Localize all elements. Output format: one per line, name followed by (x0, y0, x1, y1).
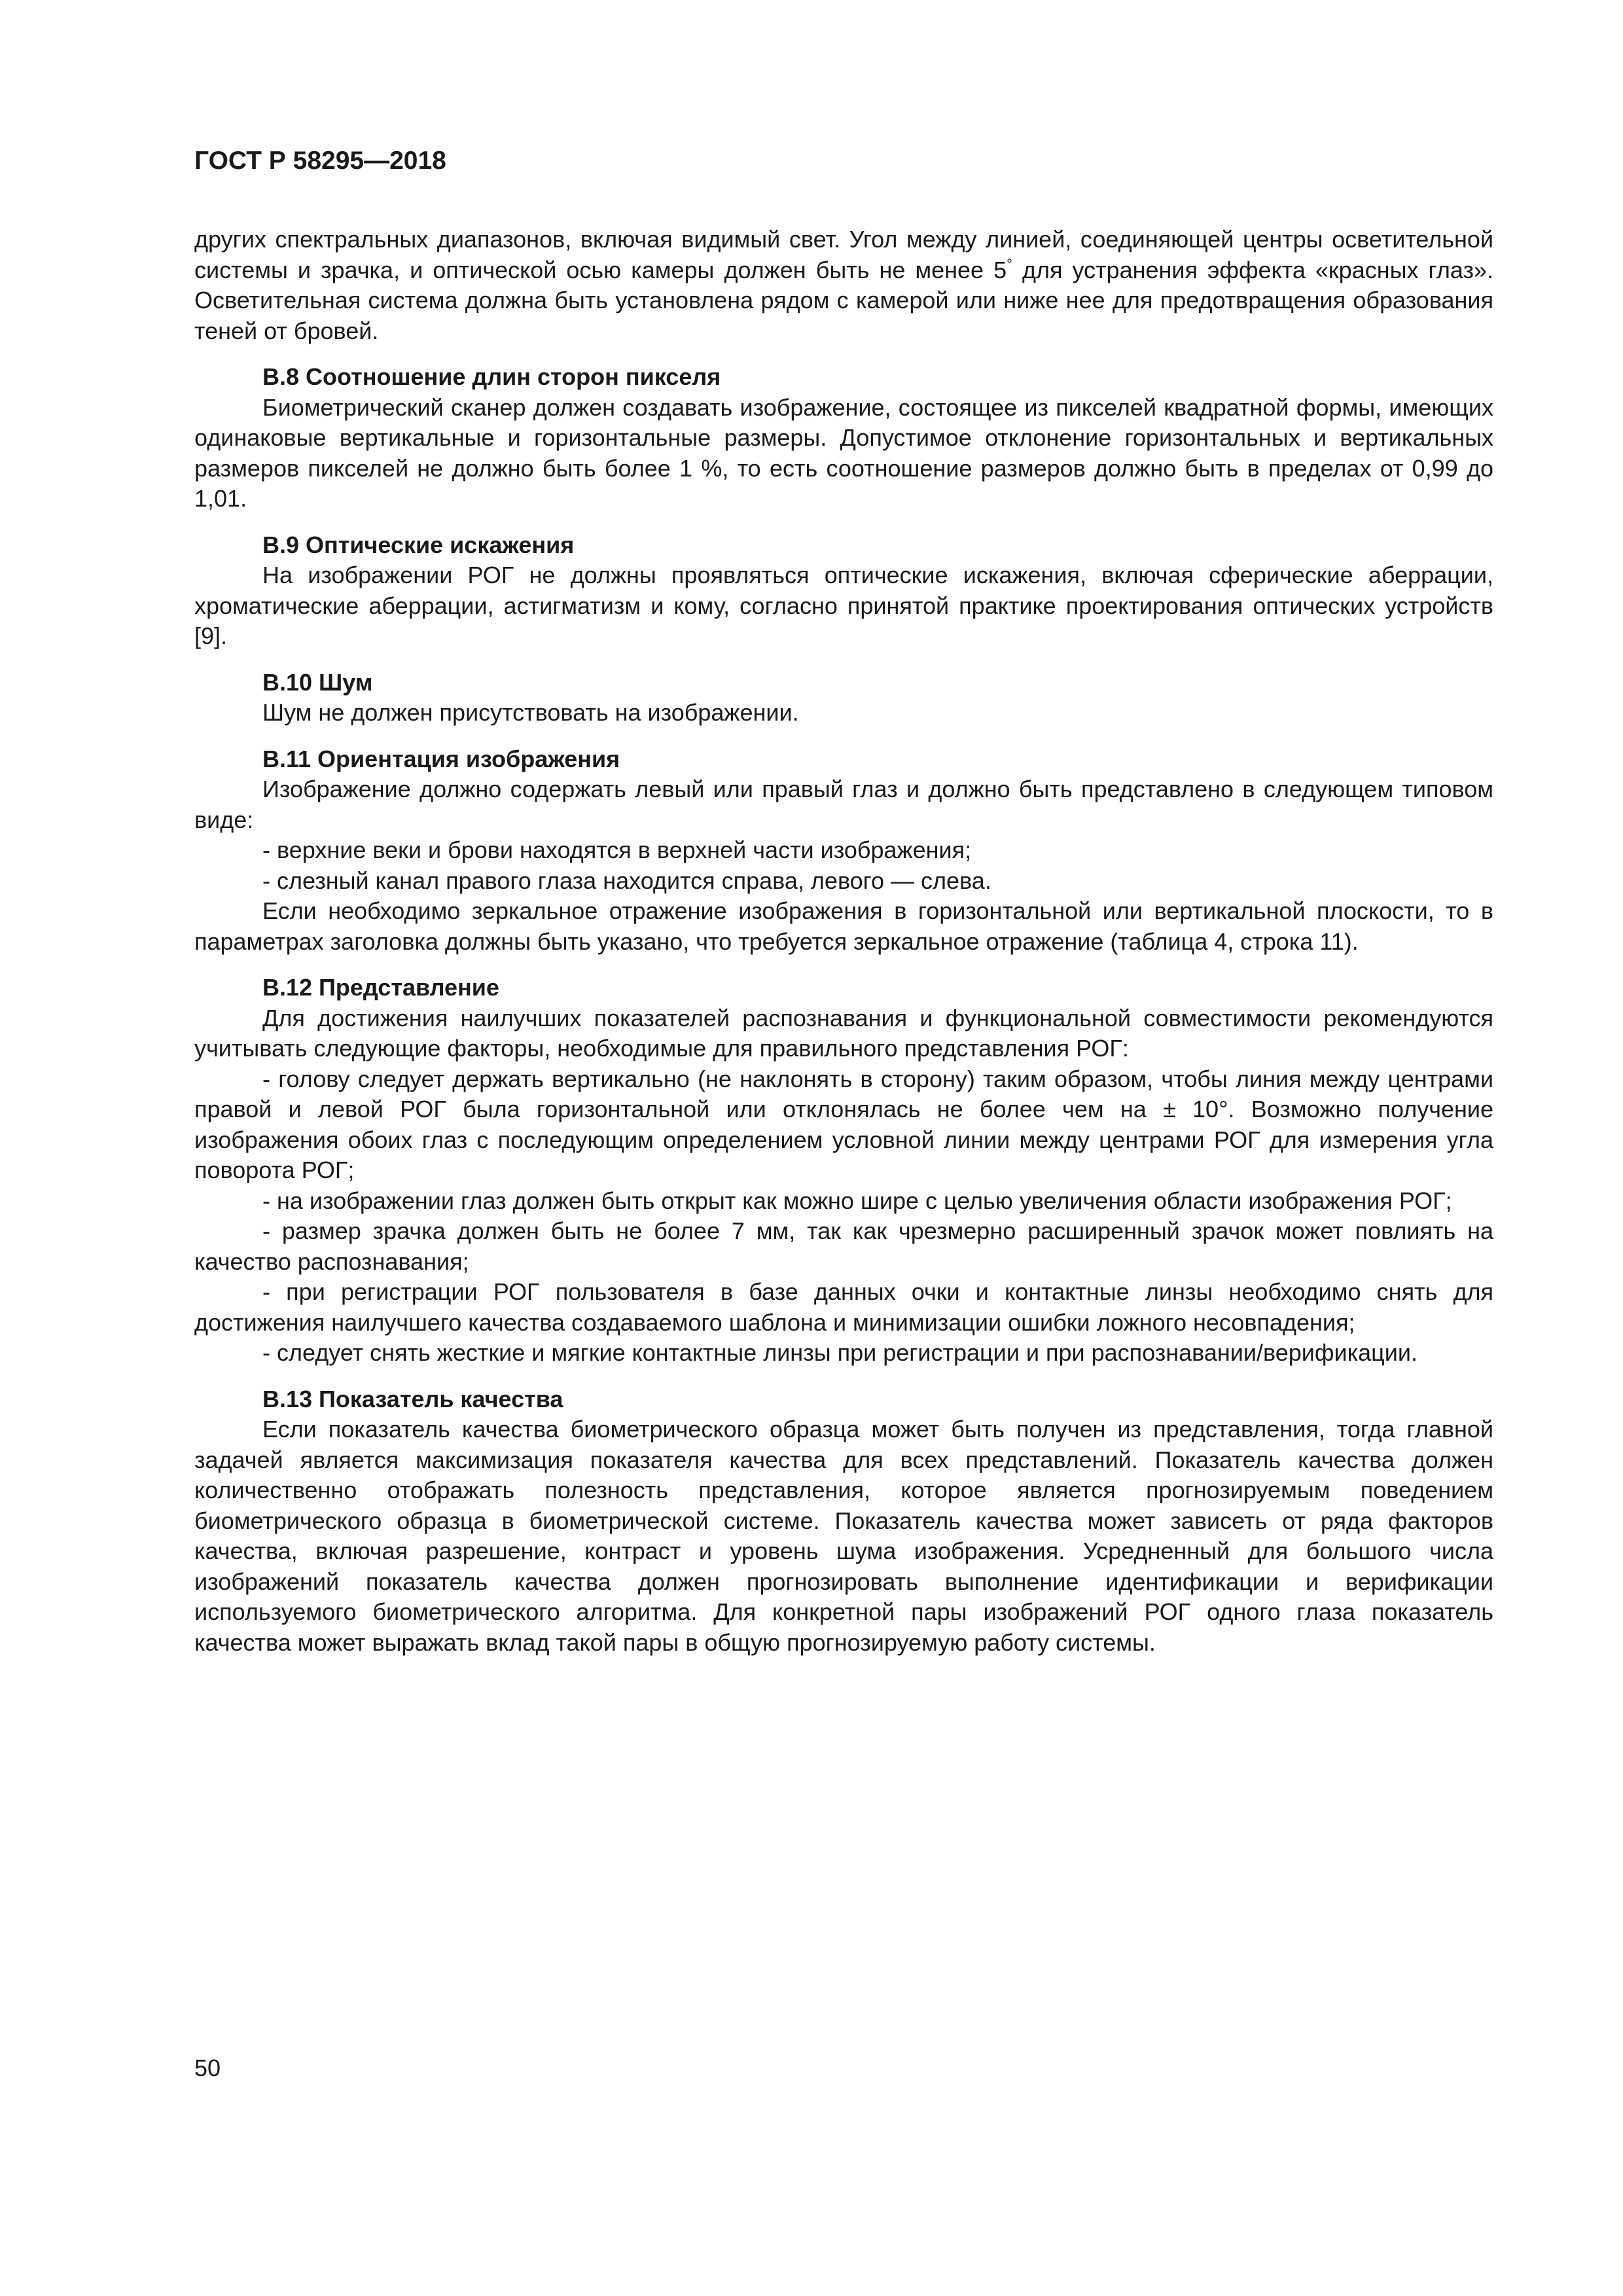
intro-text-part1: других спектральных диапазонов, включая видимый свет. Угол между линией, соединяющей центры осветительной системы и зрачка, и оптической осью камеры должен быть не менее 5 (194, 226, 1493, 283)
degree-superscript: ° (1007, 255, 1012, 272)
section-b11-title: В.11 Ориентация изображения (262, 745, 620, 772)
list-item: - следует снять жесткие и мягкие контактные линзы при регистрации и при распознавании/верификации. (262, 1339, 1418, 1366)
list-item: - размер зрачка должен быть не более 7 мм, так как чрезмерно расширенный зрачок может повлиять на качество распознавания; (194, 1217, 1493, 1275)
list-item: - при регистрации РОГ пользователя в базе данных очки и контактные линзы необходимо снять для достижения наилучшего качества создаваемого шаблона и минимизации ошибки ложного несовпадения; (194, 1278, 1493, 1336)
section-b8-title: В.8 Соотношение длин сторон пикселя (262, 363, 721, 390)
section-b8-paragraph: Биометрический сканер должен создавать изображение, состоящее из пикселей квадратной формы, имеющих одинаковые вертикальные и горизонтальные размеры. Допустимое отклонение горизонтальных и вертикальных размеров пикселей не должно быть более 1 %, то есть соотношение размеров должно быть в пределах от 0,99 до 1,01. (194, 393, 1493, 512)
list-item: - верхние веки и брови находятся в верхней части изображения; (262, 836, 972, 863)
standard-code-header: ГОСТ Р 58295—2018 (194, 147, 446, 175)
section-b13-title: В.13 Показатель качества (262, 1385, 563, 1412)
intro-text-part2: для устранения эффекта «красных глаз». Осветительная система должна быть установлена рядом с камерой или ниже нее для предотвращения образования теней от бровей. (194, 256, 1493, 344)
section-b11-paragraph: Изображение должно содержать левый или правый глаз и должно быть представлено в следующем типовом виде: (194, 776, 1493, 833)
section-b12-paragraph: Для достижения наилучших показателей распознавания и функциональной совместимости рекомендуются учитывать следующие факторы, необходимые для правильного представления РОГ: (194, 1004, 1493, 1062)
section-b10-paragraph: Шум не должен присутствовать на изображении. (262, 699, 799, 726)
page-number: 50 (194, 2054, 221, 2081)
section-b10-title: В.10 Шум (262, 668, 373, 696)
section-b9-paragraph: На изображении РОГ не должны проявляться оптические искажения, включая сферические аберрации, хроматические аберрации, астигматизм и кому, согласно принятой практике проектирования оптических устройств [9]. (194, 562, 1493, 649)
section-b12-title: В.12 Представление (262, 974, 499, 1001)
section-b13-paragraph: Если показатель качества биометрического образца может быть получен из представления, тогда главной задачей является максимизация показателя качества для всех представлений. Показатель качества должен количественно отображать полезность представления, которое является прогнозируемым поведением биометрического образца в биометрической системе. Показатель качества может зависеть от ряда факторов качества, включая разрешение, контраст и уровень шума изображения. Усредненный для большого числа изображений показатель качества должен прогнозировать выполнение идентификации и верификации используемого биометрического алгоритма. Для конкретной пары изображений РОГ одного глаза показатель качества может выражать вклад такой пары в общую прогнозируемую работу системы. (194, 1416, 1493, 1656)
list-item: - слезный канал правого глаза находится справа, левого — слева. (262, 867, 991, 894)
intro-paragraph (194, 224, 1493, 346)
document-body (194, 224, 1493, 1658)
list-item: - голову следует держать вертикально (не наклонять в сторону) таким образом, чтобы линия между центрами правой и левой РОГ была горизонтальной или отклонялась не более чем на ± 10°. Возможно получение изображения обоих глаз с последующим определением условной линии между центрами РОГ для измерения угла поворота РОГ; (194, 1065, 1493, 1183)
section-b11-paragraph-2: Если необходимо зеркальное отражение изображения в горизонтальной или вертикальной плоскости, то в параметрах заголовка должны быть указано, что требуется зеркальное отражение (таблица 4, строка 11). (194, 897, 1493, 955)
list-item: - на изображении глаз должен быть открыт как можно шире с целью увеличения области изображения РОГ; (262, 1187, 1452, 1214)
section-b9-title: В.9 Оптические искажения (262, 531, 575, 558)
